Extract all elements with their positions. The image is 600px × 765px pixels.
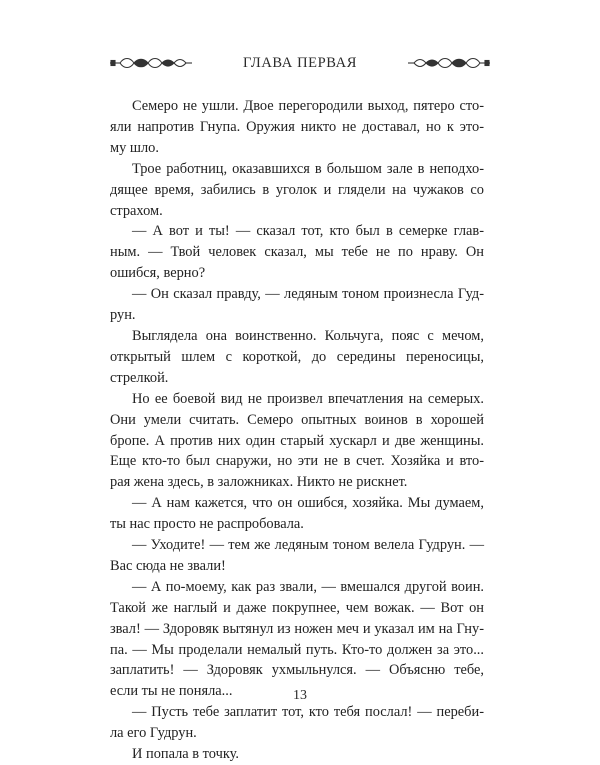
- page-number: 13: [293, 688, 307, 703]
- paragraph: [110, 159, 484, 222]
- text-line: — Пусть тебе заплатит тот, кто тебя послал! — переби-: [132, 704, 484, 721]
- text-line: рая жена здесь, в заложниках. Никто не рискнет.: [110, 474, 408, 491]
- paragraph: [110, 221, 484, 284]
- text-line: Трое работниц, оказавшихся в большом зале в неподхо-: [132, 160, 484, 177]
- running-header: [108, 52, 492, 74]
- paragraph: [110, 326, 484, 389]
- text-line: — Уходите! — тем же ледяным тоном велела Гудрун. —: [132, 537, 484, 554]
- text-line: рун.: [110, 307, 136, 324]
- paragraph: [110, 577, 484, 702]
- paragraph: [110, 493, 484, 535]
- text-line: Выглядела она воинственно. Кольчуга, пояс с мечом,: [132, 327, 484, 344]
- text-line: Они умели считать. Семеро опытных воинов в хорошей: [110, 411, 484, 428]
- text-line: па. — Мы проделали немалый путь. Кто-то должен за это...: [110, 641, 484, 658]
- text-line: стрелкой.: [110, 369, 169, 386]
- ornament-left-icon: [108, 53, 194, 73]
- chapter-title: ГЛАВА ПЕРВАЯ: [243, 54, 357, 71]
- paragraph: [110, 96, 484, 159]
- text-line: И попала в точку.: [132, 746, 239, 763]
- text-line: ла его Гудрун.: [110, 725, 197, 742]
- paragraph: [110, 702, 484, 744]
- text-line: открытый шлем с короткой, до середины переносицы,: [110, 348, 484, 365]
- text-line: страхом.: [110, 202, 163, 219]
- text-line: — А вот и ты! — сказал тот, кто был в семерке глав-: [132, 223, 484, 240]
- paragraph: [110, 744, 484, 765]
- ornament-right-icon: [406, 53, 492, 73]
- text-line: бропе. А против них один старый хускарл и две женщины.: [110, 432, 484, 449]
- text-line: — А нам кажется, что он ошибся, хозяйка. Мы думаем,: [132, 495, 484, 512]
- text-line: — А по-моему, как раз звали, — вмешался другой воин.: [132, 578, 484, 595]
- text-line: — Он сказал правду, — ледяным тоном произнесла Гуд-: [132, 286, 484, 303]
- text-line: му шло.: [110, 139, 159, 156]
- text-line: ты нас просто не распробовала.: [110, 516, 304, 533]
- text-line: ошибся, верно?: [110, 265, 206, 282]
- paragraph: [110, 535, 484, 577]
- body-text: [110, 96, 484, 765]
- text-line: ным. — Твой человек сказал, мы тебе не по нраву. Он: [110, 244, 484, 261]
- text-line: Еще кто-то был снаружи, но эти не в счет. Хозяйка и вто-: [110, 453, 484, 470]
- paragraph: [110, 389, 484, 494]
- text-line: дящее время, забились в уголок и глядели на чужаков со: [110, 181, 484, 198]
- text-line: звал! — Здоровяк вытянул из ножен меч и указал им на Гну-: [110, 620, 484, 637]
- text-line: если ты не поняла...: [110, 683, 233, 700]
- text-line: Семеро не ушли. Двое перегородили выход, пятеро сто-: [132, 98, 484, 114]
- text-line: Вас сюда не звали!: [110, 557, 226, 574]
- text-line: заплатить! — Здоровяк ухмыльнулся. — Объясню тебе,: [110, 662, 484, 679]
- text-line: яли напротив Гнупа. Оружия никто не доставал, но к это-: [110, 118, 484, 135]
- paragraph: [110, 284, 484, 326]
- text-line: Но ее боевой вид не произвел впечатления на семерых.: [132, 390, 484, 407]
- text-line: Такой же наглый и даже покрупнее, чем вожак. — Вот он: [110, 599, 484, 616]
